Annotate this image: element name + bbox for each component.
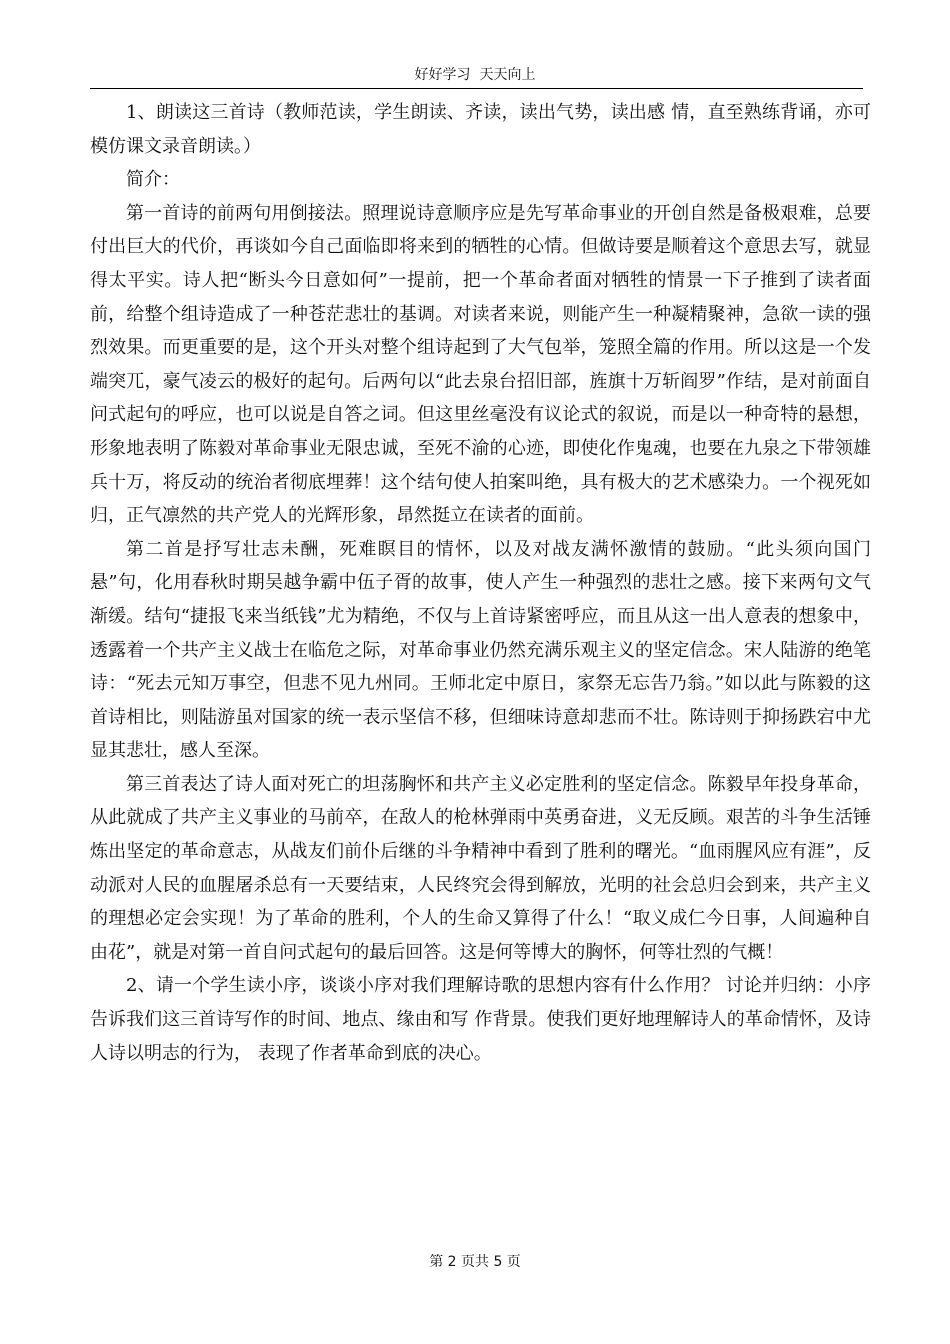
paragraph-preface-discussion: 2、请一个学生读小序，谈谈小序对我们理解诗歌的思想内容有什么作用？ 讨论并归纳：小序告诉我们这三首诗写作的时间、地点、缘由和写 作背景。使我们更好地理解诗人的革命情怀，及诗人诗以明志的行为， 表现了作者革命到底的决心。 xyxy=(90,975,871,1064)
paragraph-first-poem: 第一首诗的前两句用倒接法。照理说诗意顺序应是先写革命事业的开创自然是备极艰难，总要付出巨大的代价，再谈如今自己面临即将来到的牺牲的心情。但做诗要是顺着这个意思去写，就显得太平实。诗人把“断头今日意如何”一提前，把一个革命者面对牺牲的情景一下子推到了读者面前，给整个组诗造成了一种苍茫悲壮的基调。对读者来说，则能产生一种凝精聚神，急欲一读的强烈效果。而更重要的是，这个开头对整个组诗起到了大气包举，笼照全篇的作用。所以这是一个发端突兀，豪气凌云的极好的起句。后两句以“此去泉台招旧部，旌旗十万斩阎罗”作结，是对前面自问式起句的呼应，也可以说是自答之词。但这里丝毫没有议论式的叙说，而是以一种奇特的悬想，形象地表明了陈毅对革命事业无限忠诚，至死不渝的心迹，即使化作鬼魂，也要在九泉之下带领雄兵十万，将反动的统治者彻底埋葬！这个结句使人拍案叫绝，具有极大的艺术感染力。一个视死如归，正气凛然的共产党人的光辉形象，昂然挺立在读者的面前。 xyxy=(90,202,871,527)
paragraph-second-poem: 第二首是抒写壮志未酬，死难瞑目的情怀，以及对战友满怀激情的鼓励。“此头须向国门悬”句，化用春秋时期吴越争霸中伍子胥的故事，使人产生一种强烈的悲壮之感。接下来两句文气渐缓。结句“捷报飞来当纸钱”尤为精绝，不仅与上首诗紧密呼应，而且从这一出人意表的想象中，透露着一个共产主义战士在临危之际，对革命事业仍然充满乐观主义的坚定信念。宋人陆游的绝笔诗：“死去元知万事空，但悲不见九州同。王师北定中原日，家祭无忘告乃翁。”如以此与陈毅的这首诗相比，则陆游虽对国家的统一表示坚信不移，但细味诗意却悲而不壮。陈诗则于抑扬跌宕中尤显其悲壮，感人至深。 xyxy=(90,538,871,762)
paragraph-third-poem: 第三首表达了诗人面对死亡的坦荡胸怀和共产主义必定胜利的坚定信念。陈毅早年投身革命，从此就成了共产主义事业的马前卒，在敌人的枪林弹雨中英勇奋进，义无反顾。艰苦的斗争生活锤炼出坚定的革命意志，从战友们前仆后继的斗争精神中看到了胜利的曙光。“血雨腥风应有涯”，反动派对人民的血腥屠杀总有一天要结束，人民终究会得到解放，光明的社会总归会到来，共产主义的理想必定会实现！为了革命的胜利，个人的生命又算得了什么！“取义成仁今日事，人间遍种自由花”，就是对第一首自问式起句的最后回答。这是何等博大的胸怀，何等壮烈的气概！ xyxy=(90,773,871,963)
paragraph-reading-instruction: 1、朗读这三首诗（教师范读，学生朗读、齐读，读出气势，读出感 情，直至熟练背诵，亦可模仿课文录音朗读。） xyxy=(90,102,871,157)
page-number: 第 2 页共 5 页 xyxy=(429,1254,521,1270)
paragraph-intro-label: 简介： xyxy=(126,169,180,191)
header-divider xyxy=(90,88,863,89)
page-header: 好好学习 天天向上 xyxy=(414,67,536,83)
document-body xyxy=(90,96,871,1070)
